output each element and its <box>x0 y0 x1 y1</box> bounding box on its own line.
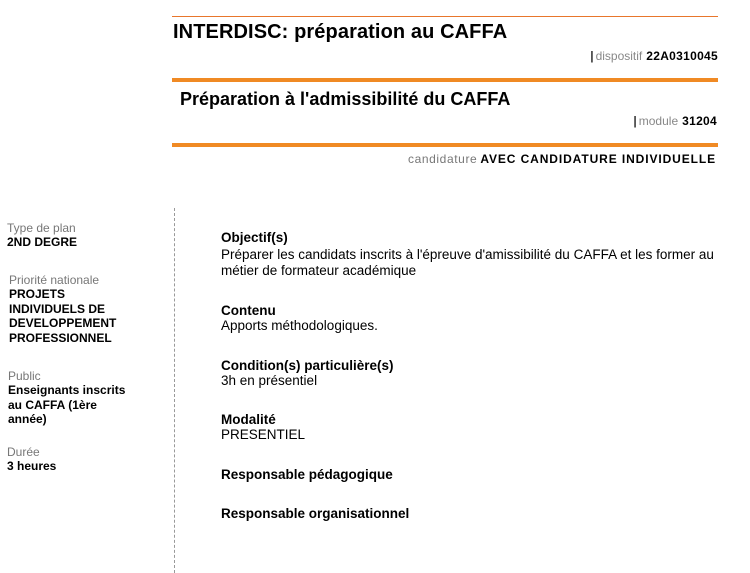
header-rule-1 <box>172 78 718 82</box>
modalite-title: Modalité <box>221 412 276 427</box>
sidebar <box>7 221 77 250</box>
module-meta <box>633 114 717 128</box>
objectifs-title: Objectif(s) <box>221 230 288 245</box>
modalite-body: PRESENTIEL <box>221 427 306 442</box>
dispositif-label: dispositif <box>595 49 643 63</box>
modalite-section <box>221 412 305 443</box>
type-plan-value: 2ND DEGRE <box>7 235 78 249</box>
conditions-title: Condition(s) particulière(s) <box>221 358 394 373</box>
public-value-line: au CAFFA (1ère <box>8 397 97 412</box>
dispositif-meta <box>590 49 718 63</box>
objectifs-line: Préparer les candidats inscrits à l'épreuve d'amissibilité du CAFFA et les former au <box>221 247 714 262</box>
contenu-section <box>221 303 378 334</box>
public-value-line: Enseignants inscrits <box>8 383 126 397</box>
resp-organisationnel-title: Responsable organisationnel <box>221 506 410 521</box>
page-title: INTERDISC: préparation au CAFFA <box>173 21 508 43</box>
separator-bar: | <box>633 114 637 128</box>
resp-pedagogique-title: Responsable pédagogique <box>221 467 393 482</box>
priorite-label: Priorité nationale <box>9 273 100 287</box>
duree-value: 3 heures <box>7 459 57 473</box>
module-label: module <box>638 114 679 128</box>
priorite-value-line: DEVELOPPEMENT <box>9 316 117 330</box>
objectifs-section <box>221 230 741 279</box>
duree-label: Durée <box>7 445 40 459</box>
module-title: Préparation à l'admissibilité du CAFFA <box>180 89 511 109</box>
priorite-value-line: PROJETS <box>9 287 66 301</box>
objectifs-line: métier de formateur académique <box>221 263 417 278</box>
conditions-body: 3h en présentiel <box>221 373 318 388</box>
module-value: 31204 <box>682 114 717 128</box>
priorite-value-line: PROFESSIONNEL <box>9 330 112 345</box>
public-block <box>8 369 125 427</box>
type-plan-label: Type de plan <box>7 221 76 235</box>
priorite-block <box>9 273 116 345</box>
candidature-value: AVEC CANDIDATURE INDIVIDUELLE <box>480 152 716 166</box>
conditions-section <box>221 358 394 389</box>
candidature-label: candidature <box>408 152 478 166</box>
header-top-rule <box>172 16 718 17</box>
candidature-meta <box>408 152 716 166</box>
public-label: Public <box>8 369 41 383</box>
header-rule-2 <box>172 143 718 147</box>
column-divider <box>174 208 175 573</box>
main-content <box>221 230 741 279</box>
separator-bar: | <box>590 49 594 63</box>
contenu-title: Contenu <box>221 303 276 318</box>
dispositif-value: 22A0310045 <box>646 49 718 63</box>
duree-block <box>7 445 56 474</box>
public-value-line: année) <box>8 412 47 426</box>
contenu-body: Apports méthodologiques. <box>221 318 378 333</box>
priorite-value-line: INDIVIDUELS DE <box>9 301 106 316</box>
